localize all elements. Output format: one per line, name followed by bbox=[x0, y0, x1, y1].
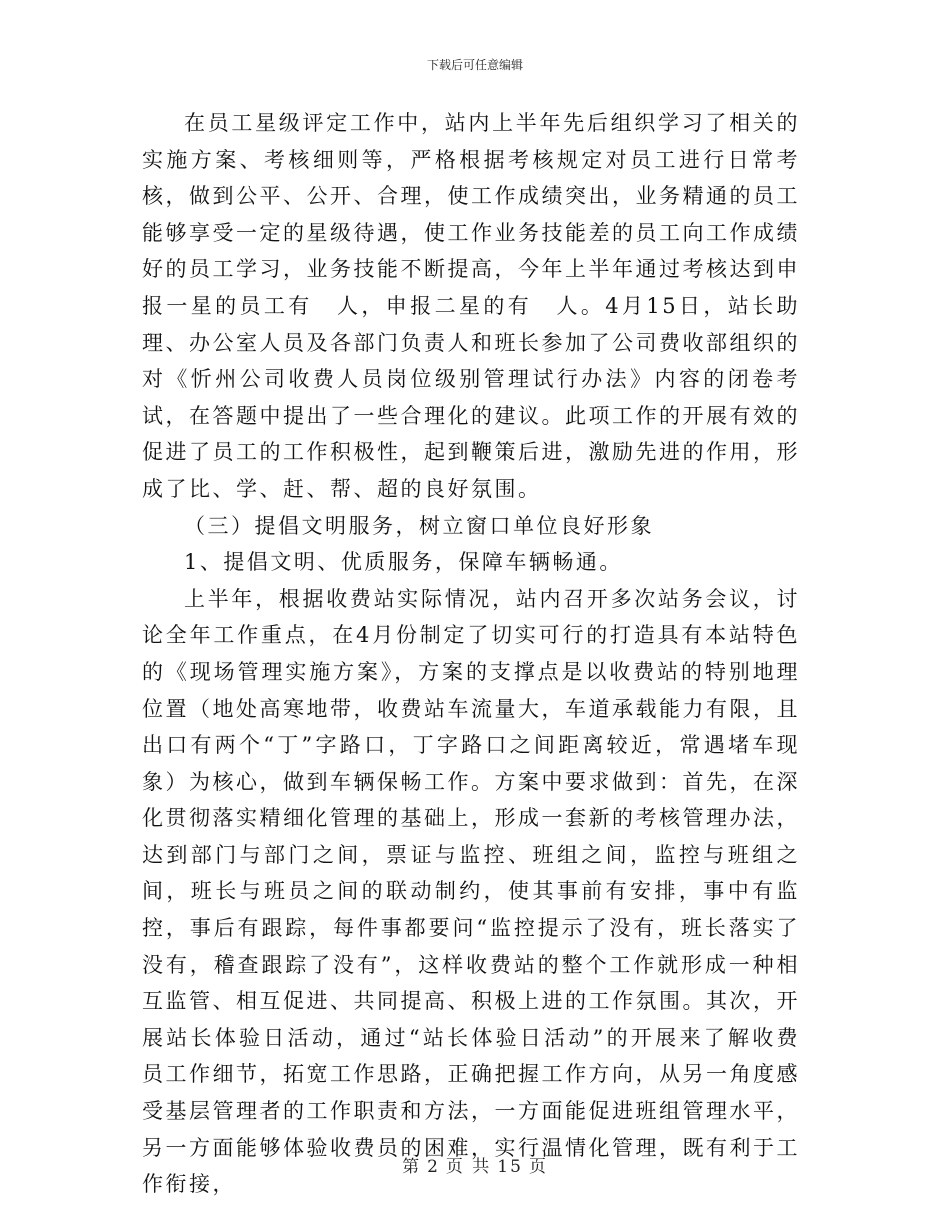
footer-middle: 页 共 bbox=[445, 1157, 492, 1177]
footer-total-pages: 15 bbox=[497, 1157, 523, 1177]
page-footer bbox=[0, 1152, 950, 1177]
section-heading-civilized-service: （三）提倡文明服务，树立窗口单位良好形象 bbox=[184, 513, 654, 538]
document-body bbox=[142, 105, 800, 1203]
footer-prefix: 第 bbox=[402, 1157, 422, 1177]
subsection-heading-quality-service: 1、提倡文明、优质服务，保障车辆畅通。 bbox=[184, 550, 623, 575]
footer-page-number: 2 bbox=[427, 1157, 440, 1177]
page-header: 下载后可任意编辑 bbox=[426, 58, 523, 72]
paragraph-site-management: 上半年，根据收费站实际情况，站内召开多次站务会议，讨论全年工作重点，在4月份制定了切实可行的打造具有本站特色的《现场管理实施方案》，方案的支撑点是以收费站的特别地理位置（地处高寒地带，收费站车流量大，车道承载能力有限，且出口有两个“丁”字路口，丁字路口之间距离较近，常遇堵车现象）为核心，做到车辆保畅工作。方案中要求做到：首先，在深化贯彻落实精细化管理的基础上，形成一套新的考核管理办法，达到部门与部门之间，票证与监控、班组之间，监控与班组之间，班长与班员之间的联动制约，使其事前有安排，事中有监控，事后有跟踪，每件事都要问“监控提示了没有，班长落实了没有，稽查跟踪了没有”，这样收费站的整个工作就形成一种相互监管、相互促进、共同提高、积极上进的工作氛围。其次，开展站长体验日活动，通过“站长体验日活动”的开展来了解收费员工作细节，拓宽工作思路，正确把握工作方向，从另一角度感受基层管理者的工作职责和方法，一方面能促进班组管理水平，另一方面能够体验收费员的困难，实行温情化管理，既有利于工作衔接， bbox=[142, 586, 800, 1197]
footer-suffix: 页 bbox=[528, 1157, 548, 1177]
paragraph-star-rating: 在员工星级评定工作中，站内上半年先后组织学习了相关的实施方案、考核细则等，严格根据考核规定对员工进行日常考核，做到公平、公开、合理，使工作成绩突出，业务精通的员工能够享受一定的星级待遇，使工作业务技能差的员工向工作成绩好的员工学习，业务技能不断提高，今年上半年通过考核达到申报一星的员工有 人，申报二星的有 人。4月15日，站长助理、办公室人员及各部门负责人和班长参加了公司费收部组织的对《忻州公司收费人员岗位级别管理试行办法》内容的闭卷考试，在答题中提出了一些合理化的建议。此项工作的开展有效的促进了员工的工作积极性，起到鞭策后进，激励先进的作用，形成了比、学、赶、帮、超的良好氛围。 bbox=[142, 111, 800, 501]
